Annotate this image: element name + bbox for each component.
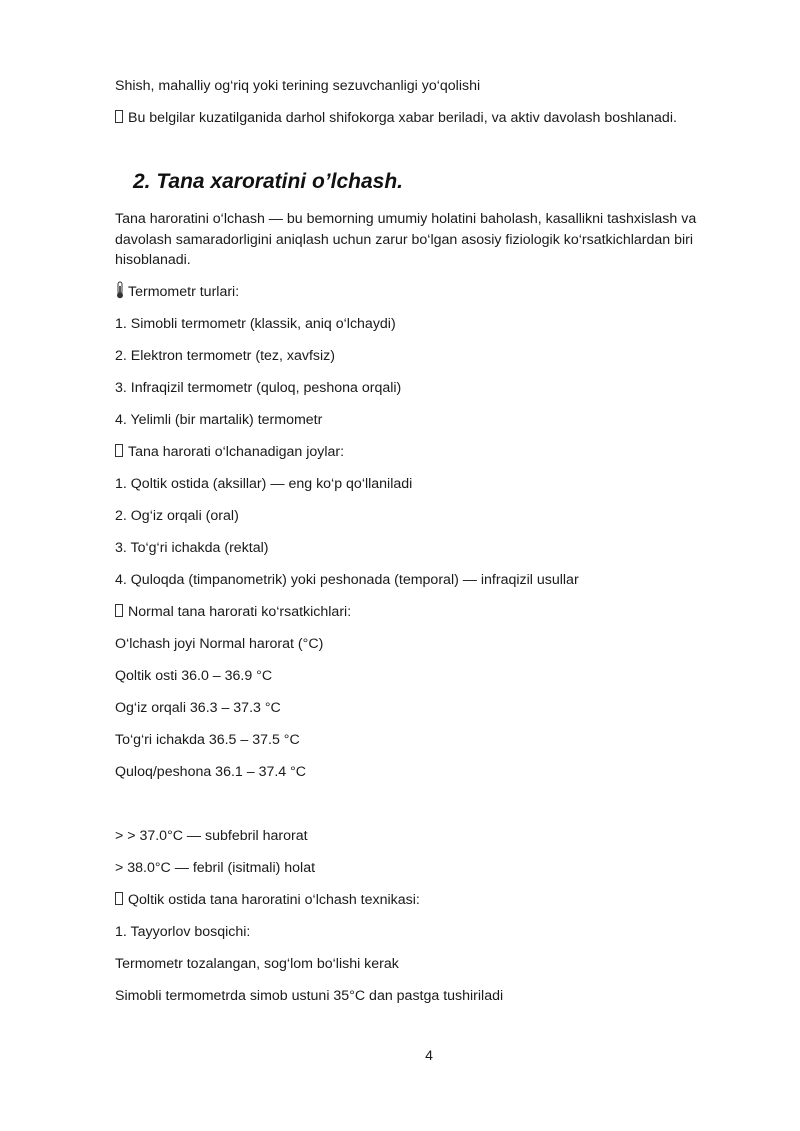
list-item: 2. Elektron termometr (tez, xavfsiz) [115, 347, 335, 364]
intro-line-2 [115, 108, 725, 128]
list-item: 3. To‘g‘ri ichakda (rektal) [115, 539, 269, 556]
table-row: Quloq/peshona 36.1 – 37.4 °C [115, 763, 307, 780]
measure-sites-title [115, 442, 725, 462]
thermometer-types-title-text: Termometr turlari: [128, 283, 240, 300]
technique-line: Simobli termometrda simob ustuni 35°C dan pastga tushiriladi [115, 987, 504, 1004]
table-row: To‘g‘ri ichakda 36.5 – 37.5 °C [115, 731, 300, 748]
table-row: Qoltik osti 36.0 – 36.9 °C [115, 667, 273, 684]
threshold-line: > 38.0°C — febril (isitmali) holat [115, 859, 316, 876]
technique-line: Termometr tozalangan, sog‘lom bo‘lishi kerak [115, 955, 399, 972]
thermometer-icon [115, 281, 125, 299]
technique-step-title: 1. Tayyorlov bosqichi: [115, 923, 251, 940]
list-item: 4. Yelimli (bir martalik) termometr [115, 411, 323, 428]
list-item: 1. Simobli termometr (klassik, aniq o‘lchaydi) [115, 315, 396, 332]
page-content [115, 76, 725, 1006]
normal-values-title [115, 602, 725, 622]
missing-glyph-icon [115, 444, 123, 457]
list-item: 2. Og‘iz orqali (oral) [115, 507, 239, 524]
measure-sites-title-text: Tana harorati o‘lchanadigan joylar: [128, 443, 345, 460]
threshold-line: > > 37.0°C — subfebril harorat [115, 827, 308, 844]
section-paragraph: Tana haroratini o‘lchash — bu bemorning umumiy holatini baholash, kasallikni tashxislash va davolash samaradorligini aniqlash uchun zarur bo‘lgan asosiy fiziologik ko‘rsatkichlardan biri hisoblanadi. [115, 211, 697, 268]
thermometer-types-title [115, 281, 725, 302]
technique-title-text: Qoltik ostida tana haroratini o‘lchash texnikasi: [128, 891, 420, 908]
technique-title [115, 890, 725, 910]
intro-line-1: Shish, mahalliy og‘riq yoki terining sezuvchanligi yo‘qolishi [115, 78, 481, 94]
list-item: 4. Quloqda (timpanometrik) yoki peshonada (temporal) — infraqizil usullar [115, 571, 579, 588]
missing-glyph-icon [115, 110, 123, 123]
intro-line-2-text: Bu belgilar kuzatilganida darhol shifokorga xabar beriladi, va aktiv davolash boshlanadi. [128, 110, 677, 126]
page-number: 4 [425, 1047, 433, 1063]
missing-glyph-icon [115, 892, 123, 905]
list-item: 1. Qoltik ostida (aksillar) — eng ko‘p qo‘llaniladi [115, 475, 413, 492]
list-item: 3. Infraqizil termometr (quloq, peshona orqali) [115, 379, 402, 396]
section-heading: 2. Tana xaroratini o’lchash. [133, 170, 403, 193]
normal-values-title-text: Normal tana harorati ko‘rsatkichlari: [128, 603, 352, 620]
normal-values-header: O‘lchash joyi Normal harorat (°C) [115, 635, 324, 652]
missing-glyph-icon [115, 604, 123, 617]
table-row: Og‘iz orqali 36.3 – 37.3 °C [115, 699, 281, 716]
